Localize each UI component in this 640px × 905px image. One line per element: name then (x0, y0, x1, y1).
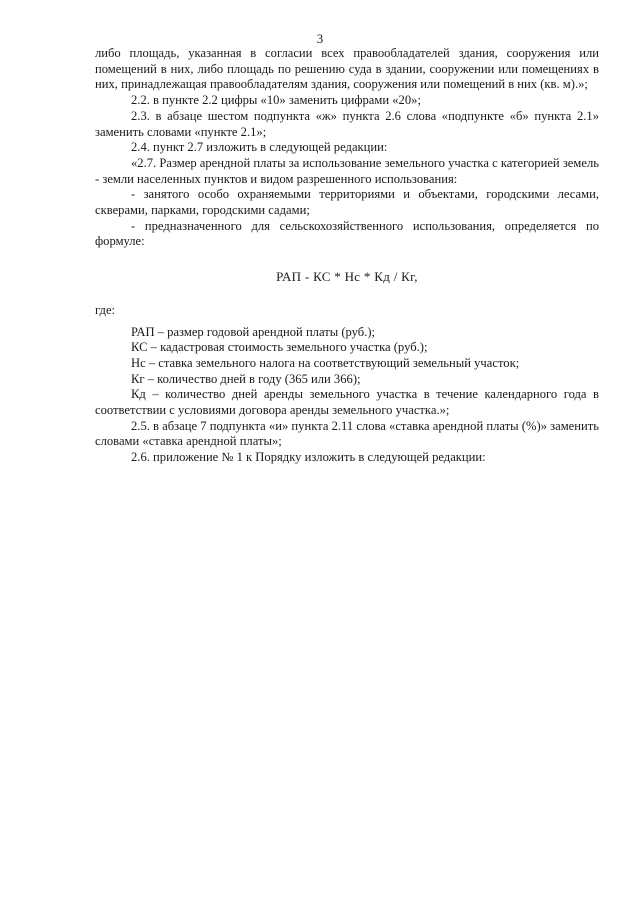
page-number: 3 (316, 31, 324, 46)
definition-ks: КС – кадастровая стоимость земельного участка (руб.); (131, 340, 428, 355)
paragraph-2-7-rent-size: «2.7. Размер арендной платы за использование земельного участка с категорией земель - земли населенных пунктов и видом разрешенного использования: (95, 155, 599, 186)
paragraph-area-continuation: либо площадь, указанная в согласии всех правообладателей здания, сооружения или помещений в них, либо площадь по решению суда в здании, сооружении или помещениях в них, принадлежащая правообладателям здания, сооружения или помещений в них (кв. м).»; (95, 46, 599, 92)
list-item-agricultural-use: - предназначенного для сельскохозяйственного использования, определяется по формуле: (95, 218, 599, 249)
paragraph-2-6: 2.6. приложение № 1 к Порядку изложить в следующей редакции: (131, 450, 486, 465)
definition-ns: Нс – ставка земельного налога на соответствующий земельный участок; (131, 355, 520, 370)
definition-kg: Кг – количество дней в году (365 или 366); (131, 371, 361, 386)
where-label: где: (95, 302, 116, 317)
definition-rap: РАП – размер годовой арендной платы (руб.); (131, 324, 376, 339)
paragraph-2-5: 2.5. в абзаце 7 подпункта «и» пункта 2.11 слова «ставка арендной платы (%)» заменить словами «ставка арендной платы»; (95, 418, 599, 449)
paragraph-2-3: 2.3. в абзаце шестом подпункта «ж» пункта 2.6 слова «подпункте «б» пункта 2.1» заменить словами «пункте 2.1»; (95, 108, 599, 139)
document-body (95, 46, 599, 466)
paragraph-2-4: 2.4. пункт 2.7 изложить в следующей редакции: (131, 140, 388, 155)
rent-formula: РАП - КС * Нс * Кд / Кг, (276, 269, 418, 285)
definition-kd: Кд – количество дней аренды земельного участка в течение календарного года в соответствии с условиями договора аренды земельного участка.»; (95, 387, 599, 418)
paragraph-2-2: 2.2. в пункте 2.2 цифры «10» заменить цифрами «20»; (131, 93, 421, 108)
list-item-protected-territories: - занятого особо охраняемыми территориями и объектами, городскими лесами, скверами, парками, городскими садами; (95, 187, 599, 218)
